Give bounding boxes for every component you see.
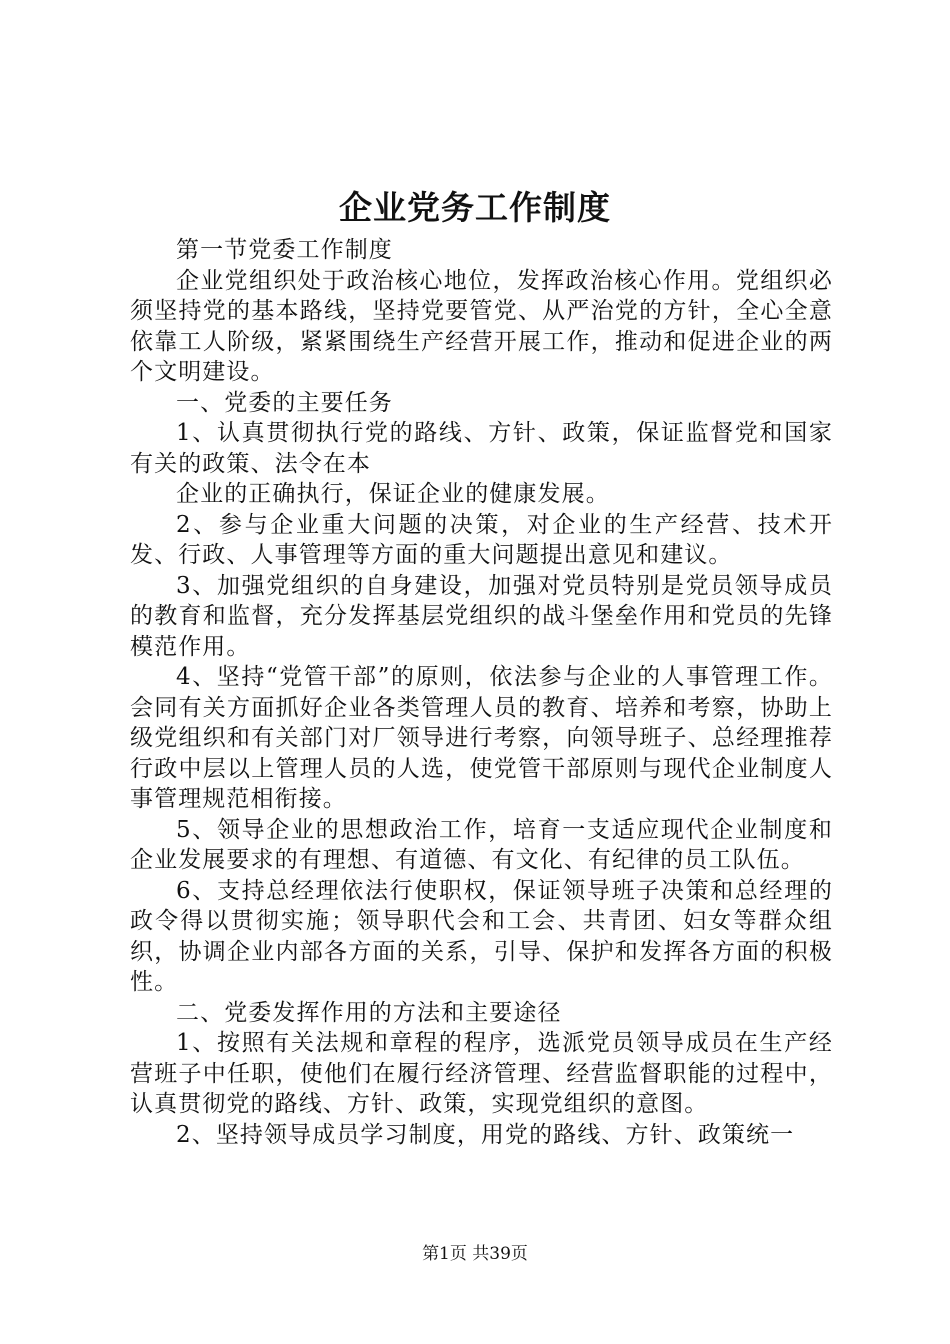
list-item: 4、坚持“党管干部”的原则，依法参与企业的人事管理工作。会同有关方面抓好企业各类管理人员的教育、培养和考察，协助上级党组织和有关部门对厂领导进行考察，向领导班子、总经理推荐行政中层以上管理人员的人选，使党管干部原则与现代企业制度人事管理规范相衔接。 <box>130 664 833 812</box>
list-item: 2、参与企业重大问题的决策，对企业的生产经营、技术开发、行政、人事管理等方面的重大问题提出意见和建议。 <box>130 511 833 568</box>
list-item: 1、按照有关法规和章程的程序，选派党员领导成员在生产经营班子中任职，使他们在履行经济管理、经营监督职能的过程中，认真贯彻党的路线、方针、政策，实现党组织的意图。 <box>130 1030 833 1117</box>
list-item: 3、加强党组织的自身建设，加强对党员特别是党员领导成员的教育和监督，充分发挥基层党组织的战斗堡垒作用和党员的先锋模范作用。 <box>130 572 833 660</box>
paragraph: 企业党组织处于政治核心地位，发挥政治核心作用。党组织必须坚持党的基本路线，坚持党要管党、从严治党的方针，全心全意依靠工人阶级，紧紧围绕生产经营开展工作，推动和促进企业的两个文明建设。 <box>130 267 833 385</box>
document-title: 企业党务工作制度 <box>339 188 611 227</box>
page-number-footer: 第1页 共39页 <box>422 1244 528 1264</box>
list-item: 6、支持总经理依法行使职权，保证领导班子决策和总经理的政令得以贯彻实施；领导职代会和工会、共青团、妇女等群众组织，协调企业内部各方面的关系，引导、保护和发挥各方面的积极性。 <box>130 877 833 995</box>
list-item: 1、认真贯彻执行党的路线、方针、政策，保证监督党和国家有关的政策、法令在本 <box>130 420 833 477</box>
subsection-heading: 一、党委的主要任务 <box>176 389 393 416</box>
subsection-heading: 二、党委发挥作用的方法和主要途径 <box>176 999 562 1026</box>
list-item: 5、领导企业的思想政治工作，培育一支适应现代企业制度和企业发展要求的有理想、有道德、有文化、有纪律的员工队伍。 <box>130 816 833 873</box>
list-item: 2、坚持领导成员学习制度，用党的路线、方针、政策统一 <box>176 1121 795 1148</box>
section-heading: 第一节党委工作制度 <box>176 237 393 263</box>
paragraph: 企业的正确执行，保证企业的健康发展。 <box>176 481 610 507</box>
document-body <box>130 235 833 1150</box>
